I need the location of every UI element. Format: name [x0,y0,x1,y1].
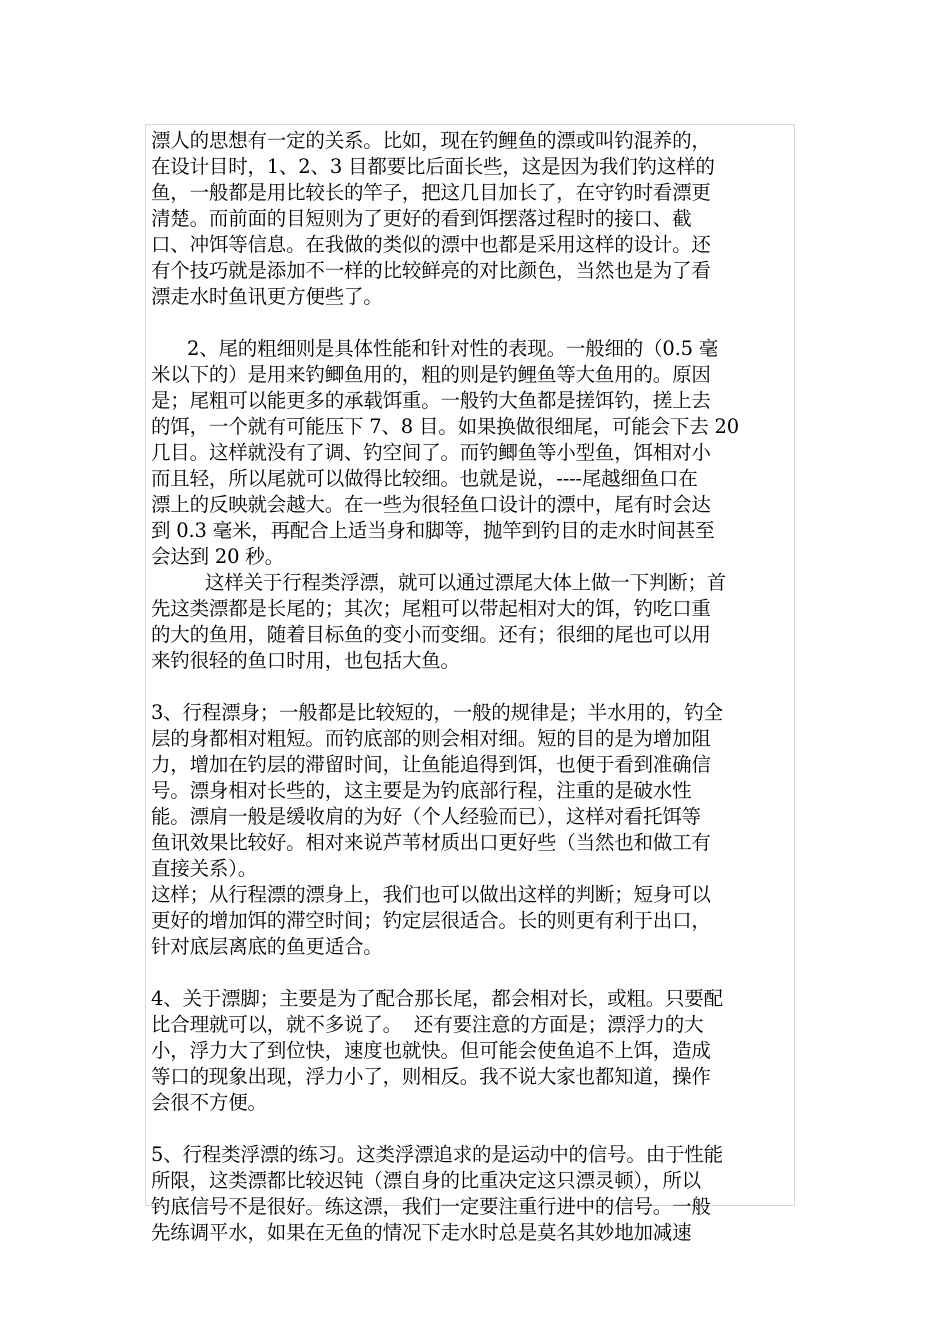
text-line: 有个技巧就是添加不一样的比较鲜亮的对比颜色，当然也是为了看 [151,259,711,282]
text-line: 这样；从行程漂的漂身上，我们也可以做出这样的判断；短身可以 [151,883,711,906]
text-line: 所限，这类漂都比较迟钝（漂自身的比重决定这只漂灵顿），所以 [151,1169,701,1192]
text-line: 的大的鱼用，随着目标鱼的变小而变细。还有；很细的尾也可以用 [151,623,711,646]
text-line: 更好的增加饵的滞空时间；钓定层很适合。长的则更有利于出口， [151,909,711,932]
text-line: 层的身都相对粗短。而钓底部的则会相对细。短的目的是为增加阻 [151,727,711,750]
text-line: 力，增加在钓层的滞留时间，让鱼能追得到饵，也便于看到准确信 [151,753,711,776]
text-line: 针对底层离底的鱼更适合。 [151,935,383,958]
text-line: 漂上的反映就会越大。在一些为很轻鱼口设计的漂中，尾有时会达 [151,493,711,516]
text-line: 直接关系）。 [151,857,258,880]
blank-line [151,310,793,336]
text-line: 2、尾的粗细则是具体性能和针对性的表现。一般细的（0.5 毫 [151,337,719,360]
text-line: 号。漂身相对长些的，这主要是为钓底部行程，注重的是破水性 [151,779,692,802]
text-line: 的饵，一个就有可能压下 7、8 目。如果换做很细尾，可能会下去 20 [151,415,739,438]
text-line: 到 0.3 毫米，再配合上适当身和脚等，抛竿到钓目的走水时间甚至 [151,519,715,542]
text-line: 钓底信号不是很好。练这漂，我们一定要注重行进中的信号。一般 [151,1195,711,1218]
text-line: 会达到 20 秒。 [151,545,284,568]
text-line: 漂人的思想有一定的关系。比如，现在钓鲤鱼的漂或叫钓混养的， [151,129,711,152]
text-line: 口、冲饵等信息。在我做的类似的漂中也都是采用这样的设计。还 [151,233,711,256]
text-line: 5、行程类浮漂的练习。这类浮漂追求的是运动中的信号。由于性能 [151,1143,723,1166]
text-line: 鱼讯效果比较好。相对来说芦苇材质出口更好些（当然也和做工有 [151,831,711,854]
blank-line [151,1116,793,1142]
text-line: 漂走水时鱼讯更方便些了。 [151,285,383,308]
text-line: 能。漂肩一般是缓收肩的为好（个人经验而已），这样对看托饵等 [151,805,701,828]
text-line: 等口的现象出现，浮力小了，则相反。我不说大家也都知道，操作 [151,1065,711,1088]
text-line: 而且轻，所以尾就可以做得比较细。也就是说，----尾越细鱼口在 [151,467,698,490]
text-line: 是；尾粗可以能更多的承载饵重。一般钓大鱼都是搓饵钓，搓上去 [151,389,711,412]
text-line: 鱼，一般都是用比较长的竿子，把这几目加长了，在守钓时看漂更 [151,181,711,204]
text-line: 先这类漂都是长尾的；其次；尾粗可以带起相对大的饵，钓吃口重 [151,597,711,620]
blank-line [151,960,793,986]
text-line: 比合理就可以，就不多说了。 还有要注意的方面是；漂浮力的大 [151,1013,704,1036]
blank-line [151,674,793,700]
text-line: 几目。这样就没有了调、钓空间了。而钓鲫鱼等小型鱼，饵相对小 [151,441,711,464]
document-body [151,128,793,1246]
text-line: 清楚。而前面的目短则为了更好的看到饵摆落过程时的接口、截 [151,207,692,230]
text-line: 来钓很轻的鱼口时用，也包括大鱼。 [151,649,460,672]
text-line: 这样关于行程类浮漂，就可以通过漂尾大体上做一下判断；首 [151,571,727,594]
text-line: 先练调平水，如果在无鱼的情况下走水时总是莫名其妙地加减速 [151,1221,692,1244]
text-line: 米以下的）是用来钓鲫鱼用的，粗的则是钓鲤鱼等大鱼用的。原因 [151,363,711,386]
text-line: 3、行程漂身；一般都是比较短的，一般的规律是；半水用的，钓全 [151,701,723,724]
text-line: 小，浮力大了到位快，速度也就快。但可能会使鱼追不上饵，造成 [151,1039,711,1062]
text-line: 4、关于漂脚；主要是为了配合那长尾，都会相对长，或粗。只要配 [151,987,723,1010]
text-line: 在设计目时，1、2、3 目都要比后面长些，这是因为我们钓这样的 [151,155,715,178]
text-line: 会很不方便。 [151,1091,267,1114]
